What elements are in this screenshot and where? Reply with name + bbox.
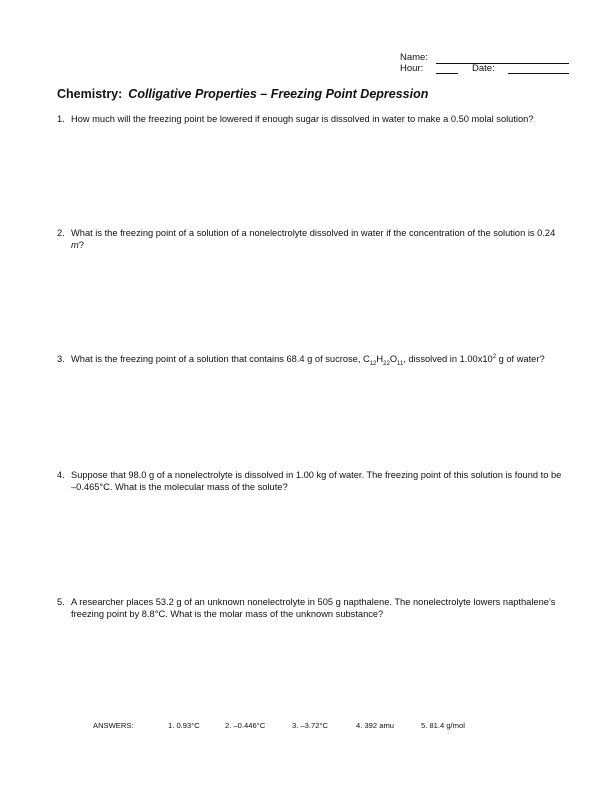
molality-unit: m <box>71 239 79 250</box>
answer-2: 2. –0.446°C <box>225 721 266 730</box>
question-1 <box>57 114 567 126</box>
date-label: Date: <box>472 63 495 74</box>
question-2 <box>57 228 567 251</box>
question-number: 2. <box>57 228 65 238</box>
name-field[interactable] <box>436 63 569 64</box>
question-number: 5. <box>57 597 65 607</box>
answer-3: 3. –3.72°C <box>292 721 328 730</box>
hour-label: Hour: <box>400 63 424 74</box>
date-field[interactable] <box>508 73 569 74</box>
answer-4: 4. 392 amu <box>356 721 394 730</box>
title-topic: Colligative Properties – Freezing Point Depression <box>128 87 429 101</box>
page-title <box>57 87 428 101</box>
question-4 <box>57 470 567 493</box>
answer-1: 1. 0.93°C <box>168 721 200 730</box>
hour-field[interactable] <box>436 73 458 74</box>
question-number: 4. <box>57 470 65 480</box>
question-text: A researcher places 53.2 g of an unknown nonelectrolyte in 505 g napthalene. The nonelectrolyte lowers napthalene’s freezing point by 8.8°C. What is the molar mass of the unknown substance? <box>71 597 556 619</box>
answers-label: ANSWERS: <box>93 721 134 730</box>
question-3 <box>57 354 567 366</box>
question-number: 3. <box>57 354 65 364</box>
question-5 <box>57 597 567 620</box>
name-label: Name: <box>400 52 428 63</box>
question-text: What is the freezing point of a solution of a nonelectrolyte dissolved in water if the concentration of the solution is 0.24 m? <box>71 228 556 250</box>
question-number: 1. <box>57 114 65 124</box>
answer-5: 5. 81.4 g/mol <box>421 721 465 730</box>
question-text: Suppose that 98.0 g of a nonelectrolyte is dissolved in 1.00 kg of water. The freezing point of this solution is found to be –0.465°C. What is the molecular mass of the solute? <box>71 470 562 492</box>
question-text: How much will the freezing point be lowered if enough sugar is dissolved in water to make a 0.50 molal solution? <box>71 114 534 124</box>
title-subject: Chemistry: <box>57 87 123 101</box>
question-text: What is the freezing point of a solution that contains 68.4 g of sucrose, $C_{12}H_{22}O_{11}$, dissolved in $1.00x10^2$ g of water? <box>71 353 545 367</box>
